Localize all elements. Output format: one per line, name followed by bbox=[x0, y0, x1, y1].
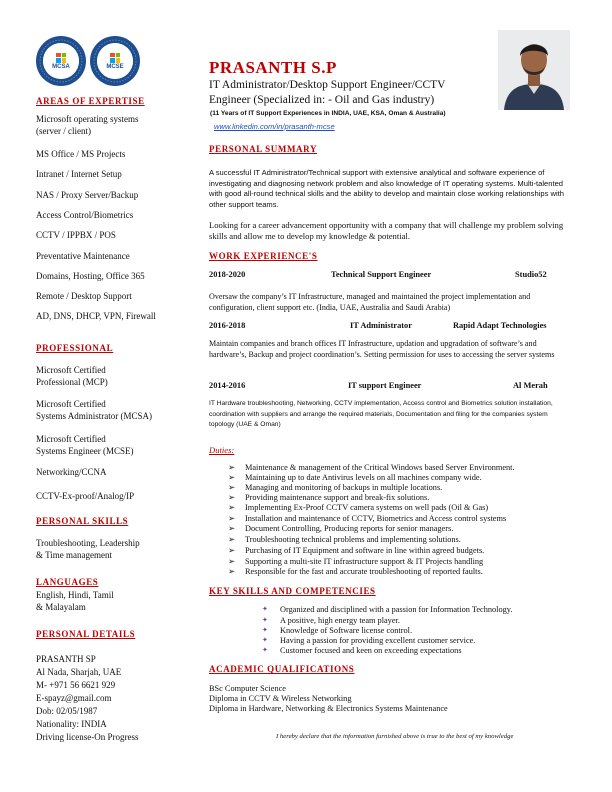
arrow-bullet-icon: ➢ bbox=[228, 514, 235, 523]
badge-label: MCSE bbox=[106, 63, 124, 70]
job-company: Studio52 bbox=[515, 270, 547, 279]
personal-skills-heading: PERSONAL SKILLS bbox=[36, 516, 129, 526]
academic-item: Diploma in CCTV & Wireless Networking bbox=[209, 694, 352, 703]
arrow-bullet-icon: ➢ bbox=[228, 473, 235, 482]
microsoft-logo-icon bbox=[110, 53, 120, 63]
detail-address: Al Nada, Sharjah, UAE bbox=[36, 667, 122, 677]
detail-mobile: M- +971 56 6621 929 bbox=[36, 680, 116, 690]
arrow-bullet-icon: ➢ bbox=[228, 567, 235, 576]
work-experience-heading: WORK EXPERIENCE'S bbox=[209, 251, 318, 261]
areas-of-expertise-heading: AREAS OF EXPERTISE bbox=[36, 96, 145, 106]
arrow-bullet-icon: ➢ bbox=[228, 493, 235, 502]
arrow-bullet-icon: ➢ bbox=[228, 546, 235, 555]
job-title-line2: Engineer (Specialized in: - Oil and Gas industry) bbox=[209, 94, 435, 106]
job-period: 2016-2018 bbox=[209, 321, 246, 330]
star-bullet-icon: ✦ bbox=[262, 636, 268, 644]
key-skills-heading: KEY SKILLS AND COMPETENCIES bbox=[209, 586, 376, 596]
job-period: 2014-2016 bbox=[209, 381, 246, 390]
star-bullet-icon: ✦ bbox=[262, 646, 268, 654]
academic-item: Diploma in Hardware, Networking & Electronics Systems Maintenance bbox=[209, 704, 448, 713]
star-bullet-icon: ✦ bbox=[262, 626, 268, 634]
expertise-item: Remote / Desktop Support bbox=[36, 291, 132, 301]
job-description: Oversaw the company’s IT Infrastructure, managed and maintained the project implementation and configuration, client support etc. (India, UAE, Australia and Saudi Arabia) bbox=[209, 292, 531, 312]
linkedin-link[interactable]: www.linkedin.com/in/prasanth-mcse bbox=[214, 122, 335, 131]
star-bullet-icon: ✦ bbox=[262, 605, 268, 613]
professional-item: Microsoft Certified Professional (MCP) bbox=[36, 365, 108, 387]
expertise-item: Domains, Hosting, Office 365 bbox=[36, 271, 145, 281]
microsoft-logo-icon bbox=[56, 53, 66, 63]
job-period: 2018-2020 bbox=[209, 270, 246, 279]
job-description: Maintain companies and branch offices IT Infrastructure, updation and upgradation of software’s and hardware’s, Backup and project coordination’s. Setting permission for uses to accessing the server systems bbox=[209, 339, 555, 359]
job-role: IT support Engineer bbox=[348, 381, 422, 390]
arrow-bullet-icon: ➢ bbox=[228, 557, 235, 566]
job-role: IT Administrator bbox=[350, 321, 412, 330]
arrow-bullet-icon: ➢ bbox=[228, 483, 235, 492]
duties-heading: Duties: bbox=[209, 445, 235, 455]
summary-objective: Looking for a career advancement opportunity with a company that will challenge my problem solving skills and allow me to develop my knowledge & potential. bbox=[209, 220, 564, 241]
candidate-name: PRASANTH S.P bbox=[209, 58, 337, 77]
arrow-bullet-icon: ➢ bbox=[228, 503, 235, 512]
expertise-item: Intranet / Internet Setup bbox=[36, 169, 122, 179]
languages-heading: LANGUAGES bbox=[36, 577, 99, 587]
personal-summary-heading: PERSONAL SUMMARY bbox=[209, 144, 318, 154]
arrow-bullet-icon: ➢ bbox=[228, 535, 235, 544]
job-company: Rapid Adapt Technologies bbox=[453, 321, 547, 330]
languages-item: English, Hindi, Tamil & Malayalam bbox=[36, 590, 114, 612]
personal-skill-item: Troubleshooting, Leadership & Time management bbox=[36, 538, 140, 560]
detail-name: PRASANTH SP bbox=[36, 654, 96, 664]
professional-item: CCTV-Ex-proof/Analog/IP bbox=[36, 491, 135, 501]
professional-item: Networking/CCNA bbox=[36, 467, 107, 477]
arrow-bullet-icon: ➢ bbox=[228, 463, 235, 472]
mcsa-badge bbox=[36, 36, 86, 86]
professional-heading: PROFESSIONAL bbox=[36, 343, 114, 353]
declaration: I hereby declare that the information furnished above is true to the best of my knowledge bbox=[276, 733, 514, 740]
detail-nationality: Nationality: INDIA bbox=[36, 719, 107, 729]
profile-photo bbox=[498, 30, 570, 110]
job-title-line1: IT Administrator/Desktop Support Engineer/CCTV bbox=[209, 79, 446, 91]
professional-item: Microsoft Certified Systems Engineer (MCSE) bbox=[36, 434, 134, 456]
detail-driving-license: Driving license-On Progress bbox=[36, 732, 139, 742]
expertise-item: CCTV / IPPBX / POS bbox=[36, 230, 116, 240]
star-bullet-icon: ✦ bbox=[262, 616, 268, 624]
expertise-item: Microsoft operating systems (server / client) bbox=[36, 114, 139, 136]
summary-paragraph: A successful IT Administrator/Technical support with extensive analytical and software experience of investigating and diagnosing network problem and also knowledge of IT operating systems. Multi-talented with good all-round technical skills and the ability to develop and maintain close working relationships with other support teams. bbox=[209, 168, 564, 209]
expertise-item: MS Office / MS Projects bbox=[36, 149, 126, 159]
expertise-item: NAS / Proxy Server/Backup bbox=[36, 190, 139, 200]
expertise-item: AD, DNS, DHCP, VPN, Firewall bbox=[36, 311, 156, 321]
academic-item: BSc Computer Science bbox=[209, 684, 286, 693]
experience-note: (11 Years of IT Support Experiences in INDIA, UAE, KSA, Oman & Australia) bbox=[210, 110, 446, 117]
detail-email[interactable]: E-spayz@gmail.com bbox=[36, 693, 112, 703]
mcse-badge bbox=[90, 36, 140, 86]
academic-heading: ACADEMIC QUALIFICATIONS bbox=[209, 664, 355, 674]
job-description: IT Hardware troubleshooting, Networking, CCTV implementation, Access control and Biometrics solution installation, coordination with suppliers and arrange the required materials, Documentation and filing for the companies system topology (UAE & Oman) bbox=[209, 400, 553, 428]
job-company: Al Merah bbox=[513, 381, 548, 390]
expertise-item: Access Control/Biometrics bbox=[36, 210, 134, 220]
professional-item: Microsoft Certified Systems Administrator (MCSA) bbox=[36, 399, 153, 421]
detail-dob: Dob: 02/05/1987 bbox=[36, 706, 98, 716]
expertise-item: Preventative Maintenance bbox=[36, 251, 130, 261]
job-role: Technical Support Engineer bbox=[331, 270, 432, 279]
personal-details-heading: PERSONAL DETAILS bbox=[36, 629, 136, 639]
badge-label: MCSA bbox=[52, 63, 70, 70]
arrow-bullet-icon: ➢ bbox=[228, 524, 235, 533]
